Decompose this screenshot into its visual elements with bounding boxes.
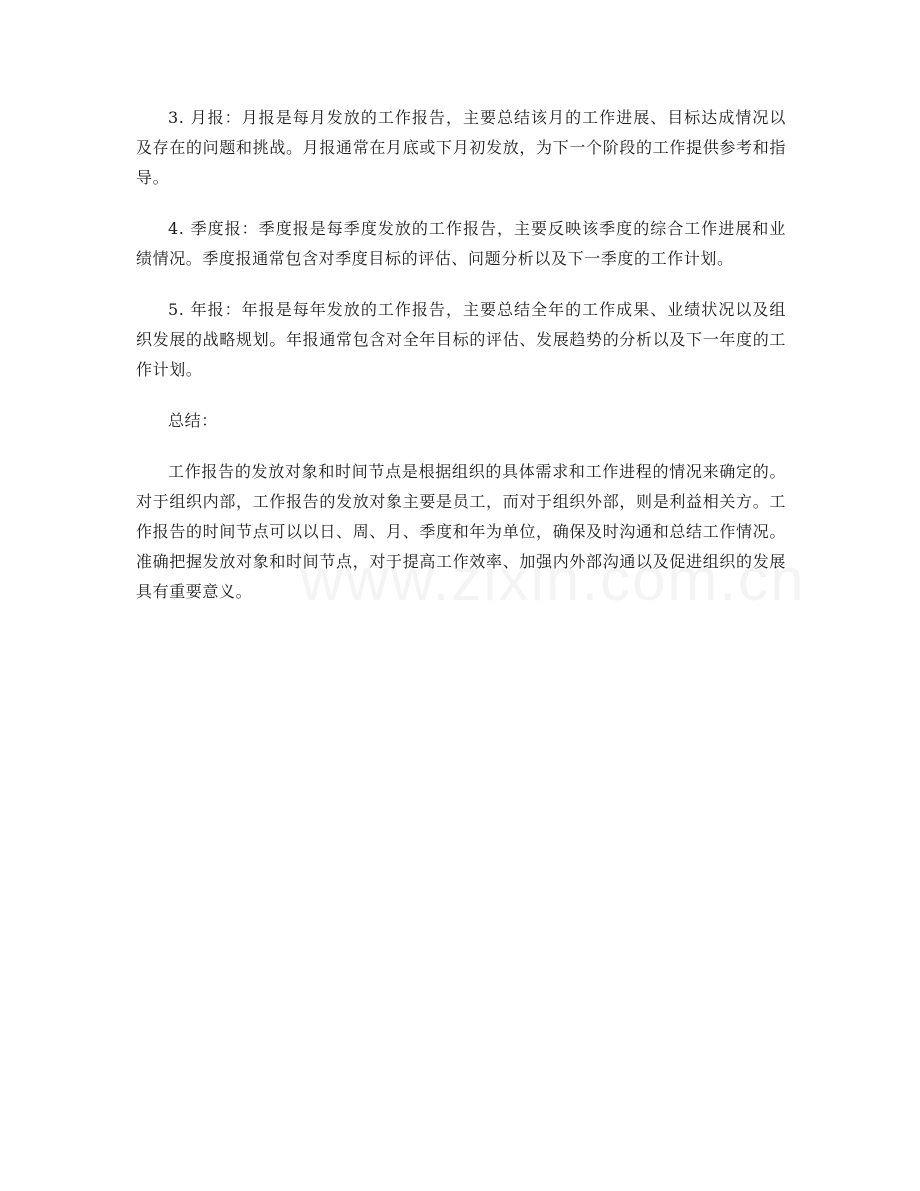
summary-heading: 总结： bbox=[168, 411, 218, 430]
paragraph-annual-report: 5. 年报：年报是每年发放的工作报告，主要总结全年的工作成果、业绩状况以及组织发展的战略规划。年报通常包含对全年目标的评估、发展趋势的分析以及下一年度的工作计划。 bbox=[136, 300, 786, 379]
paragraph-quarterly-report: 4. 季度报：季度报是每季度发放的工作报告，主要反映该季度的综合工作进展和业绩情况。季度报通常包含对季度目标的评估、问题分析以及下一季度的工作计划。 bbox=[136, 219, 786, 268]
paragraph-summary: 工作报告的发放对象和时间节点是根据组织的具体需求和工作进程的情况来确定的。对于组织内部，工作报告的发放对象主要是员工，而对于组织外部，则是利益相关方。工作报告的时间节点可以以日、周、月、季度和年为单位，确保及时沟通和总结工作情况。准确把握发放对象和时间节点，对于提高工作效率、加强内外部沟通以及促进组织的发展具有重要意义。 bbox=[136, 462, 786, 601]
document-body bbox=[136, 103, 786, 607]
paragraph-monthly-report: 3. 月报：月报是每月发放的工作报告，主要总结该月的工作进展、目标达成情况以及存在的问题和挑战。月报通常在月底或下月初发放，为下一个阶段的工作提供参考和指导。 bbox=[136, 108, 786, 187]
